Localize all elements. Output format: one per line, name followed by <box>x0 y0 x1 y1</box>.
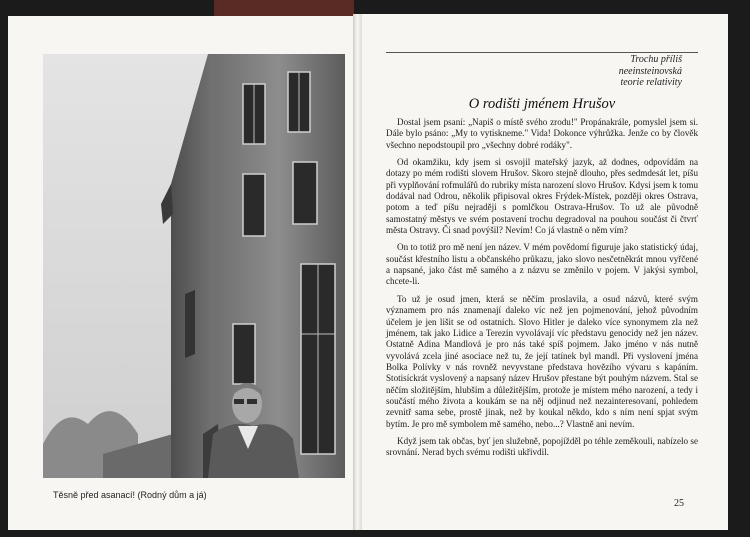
running-head-line: neeinsteinovská <box>618 65 682 77</box>
paragraph: On to totiž pro mě není jen název. V mém povědomí figuruje jako statistický údaj, součást křestního listu a občanského průkazu, jako slovo nesčetněkrát mnou vyřčené a napsané, jako část mě samého a z názvu se změnilo v pojem. V jakýsi symbol, chcete-li. <box>386 242 698 287</box>
body-text <box>386 117 698 465</box>
header-rule <box>386 52 698 53</box>
running-head-line: Trochu příliš <box>630 54 682 65</box>
page-number: 25 <box>674 498 684 509</box>
house-photo <box>43 54 345 478</box>
paragraph: Když jsem tak občas, byť jen služebně, popojížděl po téhle zeměkouli, nabízelo se srovnání. Nerad bych svému rodišti ukřivdil. <box>386 435 698 458</box>
photo-caption: Těsně před asanací! (Rodný dům a já) <box>53 490 207 500</box>
chapter-title: O rodišti jménem Hrušov <box>468 96 616 112</box>
book-spine-edge <box>214 0 354 16</box>
paragraph: Dostal jsem psaní: „Napiš o místě svého zrodu!" Propánakrále, pomyslel jsem si. Dále bylo psáno: „My to vytiskneme." Vida! Dokonce výhrůžka. Jenže co by člověk všechno nepodstoupil pro „všechny dobré rodáky". <box>386 117 698 150</box>
house-photo-image <box>43 54 345 478</box>
running-head <box>542 54 682 89</box>
running-head-line: teorie relativity <box>620 77 682 88</box>
paragraph: Od okamžiku, kdy jsem si osvojil mateřský jazyk, až dodnes, odpovídám na dotazy po mém rodišti slovem Hrušov. Skoro stejně dlouho, přes sedmdesát let, píšu při vyplňování rofmulářů do rubriky místa narození slovo Hrušov. Kdysi jsem k tomu dodával nad Odrou, několik připisoval okres Frýdek-Místek, později okres Ostrava, potom a teď píšu nejraději s pomlčkou Ostrava-Hrušov. To už ale původně samostatný městys ve svém postavení trochu degradoval na pouhou součást či čtvrť města Ostravy. Či snad povýšil? Nevím! Co já vlastně o něm vím? <box>386 157 698 236</box>
left-page <box>8 16 354 530</box>
right-page <box>362 14 728 530</box>
paragraph: To už je osud jmen, která se něčím proslavila, a osud názvů, které svým významem pro nás znamenají daleko víc než jen pojmenování, jehož původním účelem je jen lišit se od ostatních. Slovo Hitler je daleko více synonymem zla než jménem, tak jako Lidice a Terezín vyvolávají víc představu genocidy než jen název. Ostatně Adina Mandlová je pro nás také spíš pojmem. Jako jméno v nás nutně vyvolává zcela jiné asociace než tu, že její tatínek byl mandl. Při vyslovení jména Bolka Polívky v nás rovněž nevyvstane představa hovězího vývaru s kapáním. Stotisíckrát vyslovený a napsaný název Hrušov přestane být pouhým názvem. Stal se něčím složitějším, hlubším a důležitějším, protože je místem mého narození, a tedy i součástí mého života a koukám se na něj odjinud než nezainteresovaní, pohledem zevnitř sama sebe, prostě jinak, než by koukal někdo, kdo s ním není spjat svým bytím. Je pro mě symbolem mě samého, nebo...? Vlastně ani nevím. <box>386 293 698 429</box>
